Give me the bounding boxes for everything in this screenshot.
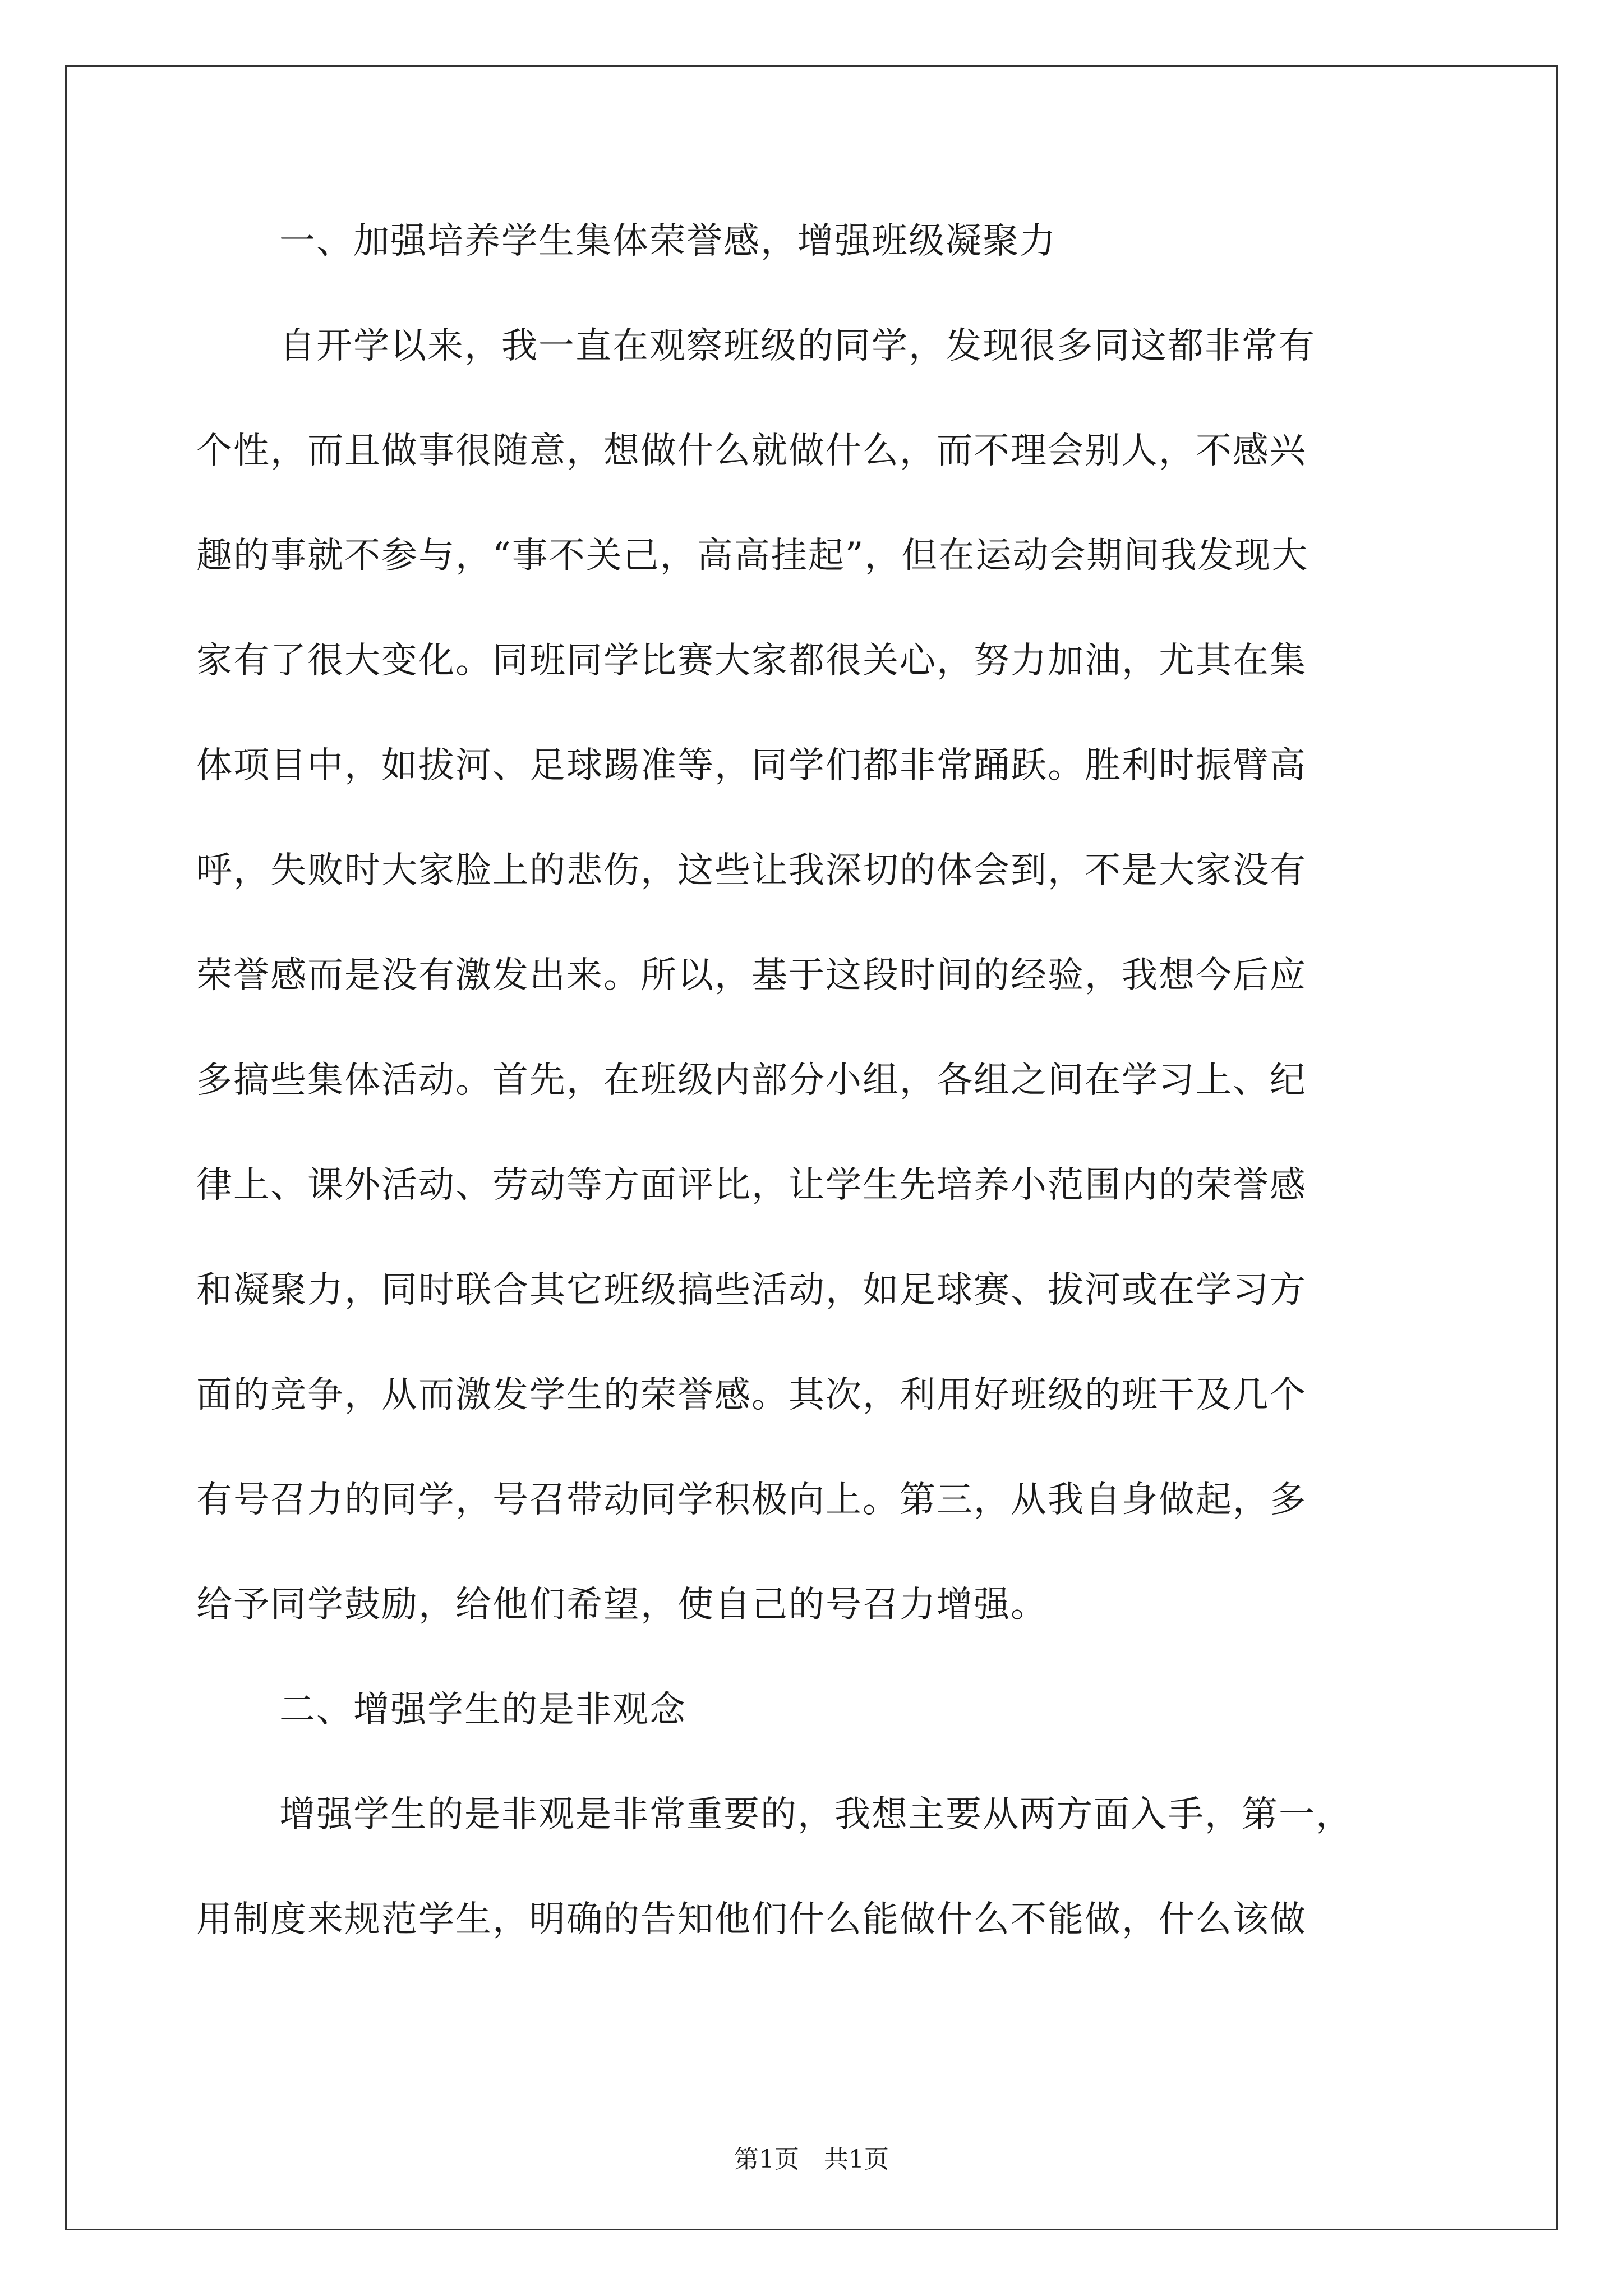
paragraph-line: 多搞些集体活动。首先，在班级内部分小组，各组之间在学习上、纪: [196, 1060, 1307, 1101]
paragraph-line: 有号召力的同学，号召带动同学积极向上。第三，从我自身做起，多: [196, 1479, 1307, 1521]
paragraph-line: 律上、课外活动、劳动等方面评比，让学生先培养小范围内的荣誉感: [196, 1165, 1307, 1206]
paragraph-line: 给予同学鼓励，给他们希望，使自己的号召力增强。: [196, 1584, 1048, 1626]
paragraph-line: 增强学生的是非观是非常重要的，我想主要从两方面入手，第一，: [279, 1794, 1353, 1835]
paragraph-line: 呼，失败时大家脸上的悲伤，这些让我深切的体会到，不是大家没有: [196, 850, 1307, 891]
paragraph-line: 荣誉感而是没有激发出来。所以，基于这段时间的经验，我想今后应: [196, 955, 1307, 996]
paragraph-line: 个性，而且做事很随意，想做什么就做什么，而不理会别人，不感兴: [196, 430, 1307, 472]
page-number-footer: 第1页 共1页: [734, 2145, 889, 2174]
paragraph-line: 和凝聚力，同时联合其它班级搞些活动，如足球赛、拔河或在学习方: [196, 1269, 1307, 1311]
paragraph-line: 体项目中，如拔河、足球踢准等，同学们都非常踊跃。胜利时振臂高: [196, 745, 1307, 786]
paragraph-line: 用制度来规范学生，明确的告知他们什么能做什么不能做，什么该做: [196, 1899, 1307, 1940]
paragraph-line: 自开学以来，我一直在观察班级的同学，发现很多同这都非常有: [279, 325, 1316, 367]
section-heading-2: 二、增强学生的是非观念: [279, 1689, 686, 1731]
paragraph-line: 趣的事就不参与，“事不关己，高高挂起”，但在运动会期间我发现大: [196, 535, 1309, 577]
paragraph-line: 面的竞争，从而激发学生的荣誉感。其次，利用好班级的班干及几个: [196, 1374, 1307, 1416]
document-body: [196, 208, 1430, 1991]
section-heading-1: 一、加强培养学生集体荣誉感，增强班级凝聚力: [279, 220, 1057, 262]
paragraph-line: 家有了很大变化。同班同学比赛大家都很关心，努力加油，尤其在集: [196, 640, 1307, 682]
